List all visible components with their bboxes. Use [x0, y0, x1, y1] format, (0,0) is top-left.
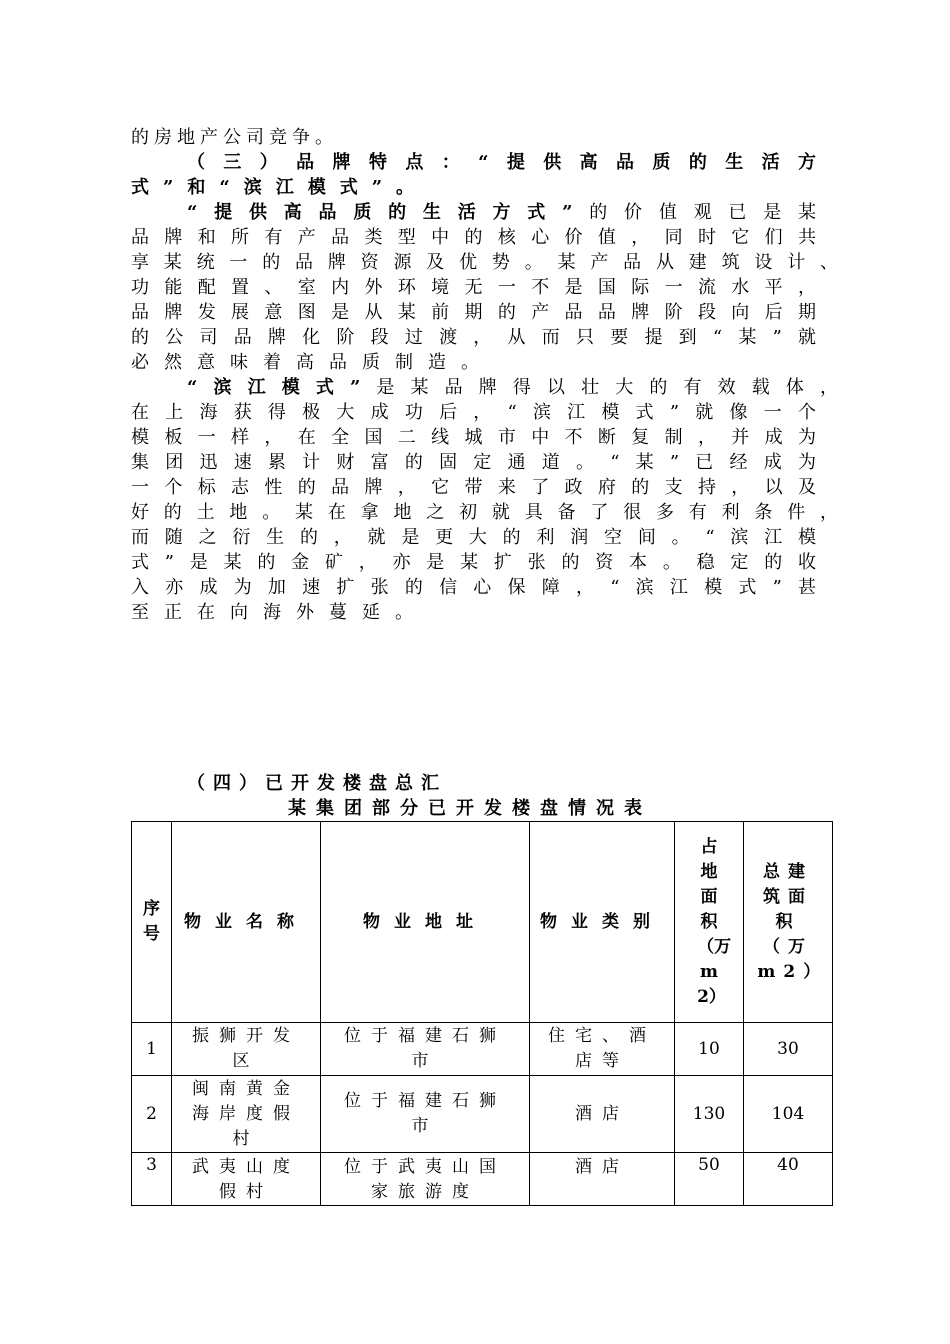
header-build-area: 总建筑面积（万m2） [744, 822, 833, 1023]
header-no: 序号 [132, 822, 172, 1023]
cell-address: 位于福建石狮市 [321, 1076, 530, 1153]
paragraph-line: 模板一样，在全国二线城市中不断复制，并成为 [131, 427, 821, 448]
paragraph-line: 品牌和所有产品类型中的核心价值，同时它们共 [131, 227, 821, 248]
paragraph-line: 的公司品牌化阶段过渡，从而只要提到“某”就 [131, 327, 821, 348]
cell-address: 位于福建石狮市 [321, 1023, 530, 1076]
property-table [131, 821, 833, 1206]
section-heading: （四）已开发楼盘总汇 [187, 773, 447, 794]
paragraph-line: 式”是某的金矿，亦是某扩张的资本。稳定的收 [131, 552, 821, 573]
cell-build-area: 104 [744, 1076, 833, 1153]
paragraph-line: “提供高品质的生活方式”的价值观已是某 [187, 202, 821, 223]
header-address: 物业地址 [321, 822, 530, 1023]
paragraph-line: 享某统一的品牌资源及优势。某产品从建筑设计、 [131, 252, 843, 273]
paragraph-line: 功能配置、室内外环境无一不是国际一流水平， [131, 277, 821, 298]
table-row [132, 1023, 833, 1076]
cell-land-area: 50 [675, 1153, 744, 1206]
header-land-area: 占地面积（万m2） [675, 822, 744, 1023]
paragraph-line: 必然意味着高品质制造。 [131, 352, 494, 373]
cell-name: 武夷山度假村 [172, 1153, 321, 1206]
cell-land-area: 130 [675, 1076, 744, 1153]
cell-type: 酒店 [530, 1153, 675, 1206]
paragraph-line: 的房地产公司竞争。 [131, 127, 338, 148]
paragraph-line: 入亦成为加速扩张的信心保障，“滨江模式”甚 [131, 577, 821, 598]
paragraph-line: 至正在向海外蔓延。 [131, 602, 428, 623]
paragraph-line: “滨江模式”是某品牌得以壮大的有效载体， [187, 377, 843, 398]
table-header-row [132, 822, 833, 1023]
cell-build-area: 30 [744, 1023, 833, 1076]
paragraph-line: 一个标志性的品牌，它带来了政府的支持，以及 [131, 477, 821, 498]
cell-no: 3 [132, 1153, 172, 1206]
subsection-heading: （三）品牌特点：“提供高品质的生活方 [187, 152, 821, 173]
paragraph-line: 而随之衍生的，就是更大的利润空间。“滨江模 [131, 527, 821, 548]
paragraph-line: 集团迅速累计财富的固定通道。“某”已经成为 [131, 452, 821, 473]
table-row [132, 1153, 833, 1206]
cell-address: 位于武夷山国家旅游度 [321, 1153, 530, 1206]
header-type: 物业类别 [530, 822, 675, 1023]
header-name: 物业名称 [172, 822, 321, 1023]
cell-type: 酒店 [530, 1076, 675, 1153]
paragraph-line: 品牌发展意图是从某前期的产品品牌阶段向后期 [131, 302, 821, 323]
table-row [132, 1076, 833, 1153]
cell-no: 1 [132, 1023, 172, 1076]
cell-no: 2 [132, 1076, 172, 1153]
subsection-heading-cont: 式”和“滨江模式”。 [131, 177, 429, 198]
cell-name: 振狮开发区 [172, 1023, 321, 1076]
table-title: 某集团部分已开发楼盘情况表 [288, 798, 652, 819]
paragraph-line: 好的土地。某在拿地之初就具备了很多有利条件， [131, 502, 843, 523]
cell-name: 闽南黄金海岸度假村 [172, 1076, 321, 1153]
cell-type: 住宅、酒店等 [530, 1023, 675, 1076]
cell-build-area: 40 [744, 1153, 833, 1206]
cell-land-area: 10 [675, 1023, 744, 1076]
paragraph-line: 在上海获得极大成功后，“滨江模式”就像一个 [131, 402, 821, 423]
